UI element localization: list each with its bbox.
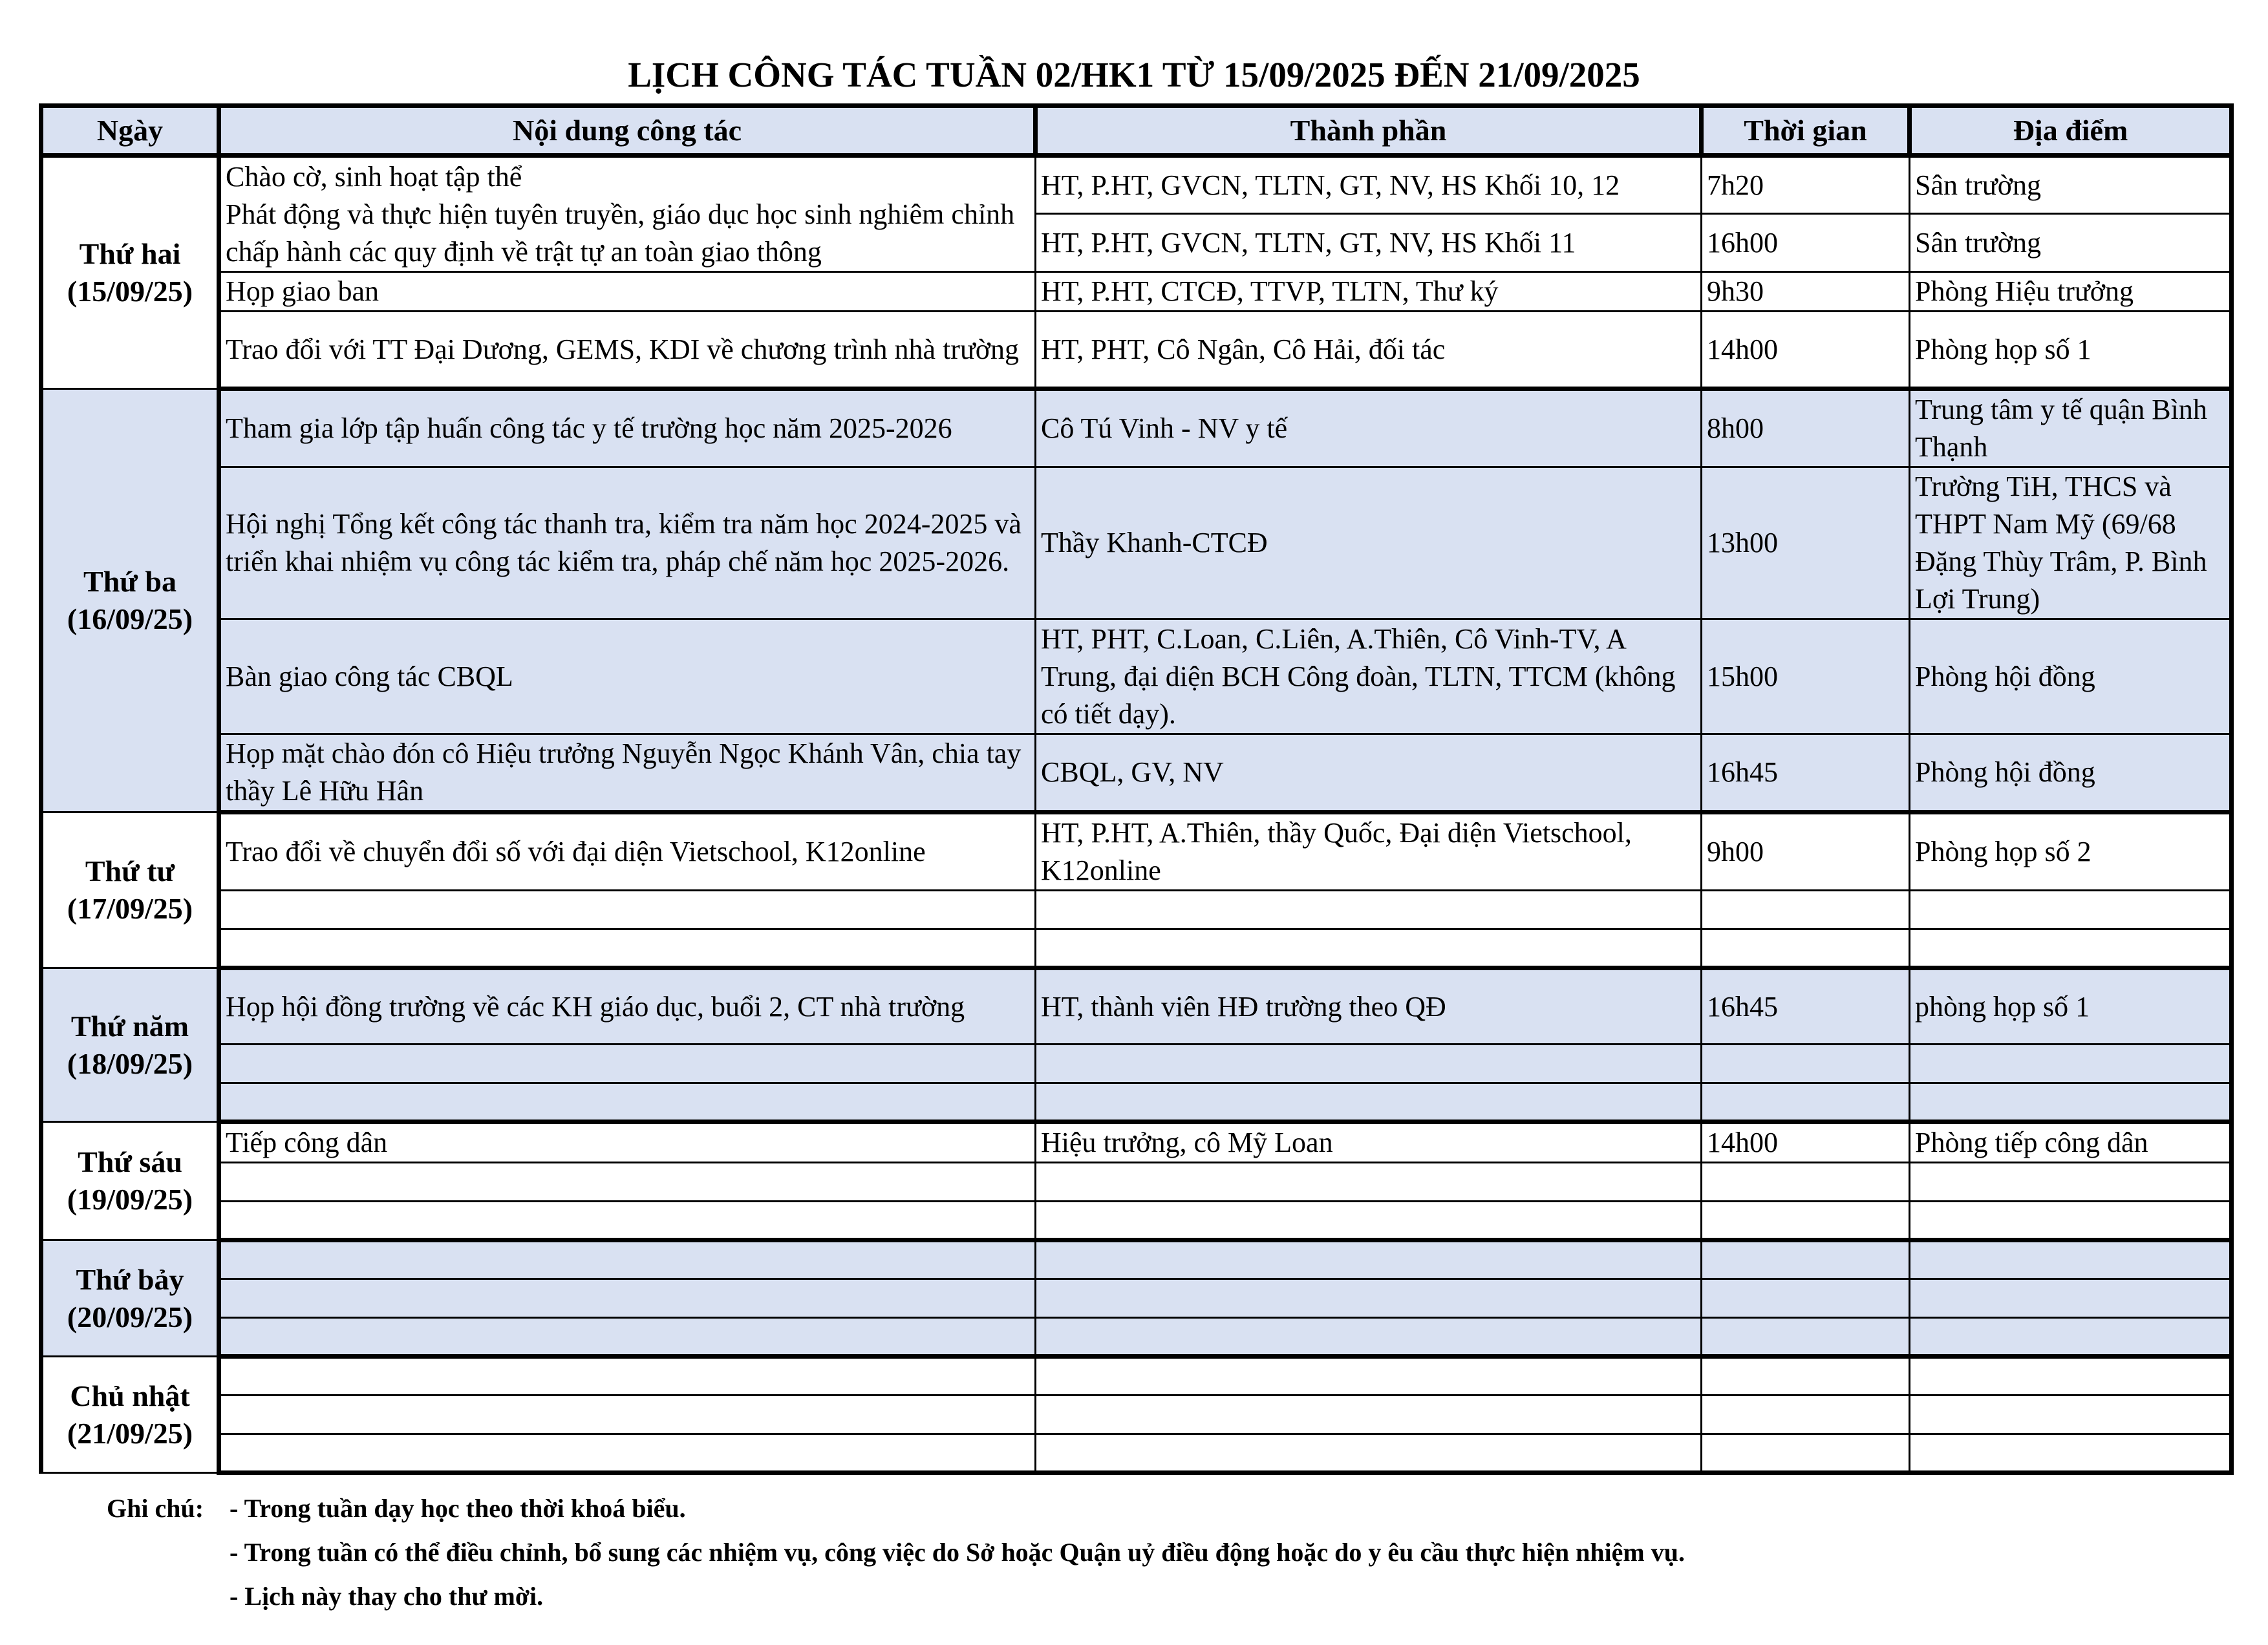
participants-cell bbox=[1036, 1202, 1702, 1240]
content-cell: Trao đổi với TT Đại Dương, GEMS, KDI về chương trình nhà trường bbox=[219, 312, 1036, 389]
place-cell: Phòng Hiệu trưởng bbox=[1910, 272, 2232, 312]
time-cell: 13h00 bbox=[1702, 467, 1910, 619]
place-cell: Trường TiH, THCS và THPT Nam Mỹ (69/68 Đặng Thùy Trâm, P. Bình Lợi Trung) bbox=[1910, 467, 2232, 619]
place-cell bbox=[1910, 891, 2232, 929]
participants-cell: HT, P.HT, GVCN, TLTN, GT, NV, HS Khối 11 bbox=[1036, 214, 1702, 272]
table-row bbox=[41, 156, 2232, 214]
time-cell: 15h00 bbox=[1702, 619, 1910, 734]
day-date: (18/09/25) bbox=[67, 1046, 193, 1080]
time-cell bbox=[1702, 1045, 1910, 1083]
day-date: (20/09/25) bbox=[67, 1300, 193, 1333]
notes-label: Ghi chú: bbox=[107, 1494, 204, 1523]
content-cell: Hội nghị Tổng kết công tác thanh tra, kiểm tra năm học 2024-2025 và triển khai nhiệm vụ công tác kiểm tra, pháp chế năm học 2025-2026. bbox=[219, 467, 1036, 619]
table-row bbox=[41, 968, 2232, 1045]
day-group-tuesday bbox=[41, 389, 2232, 812]
content-cell: Bàn giao công tác CBQL bbox=[219, 619, 1036, 734]
table-row bbox=[41, 1318, 2232, 1357]
time-cell bbox=[1702, 1434, 1910, 1473]
table-row bbox=[41, 467, 2232, 619]
time-cell bbox=[1702, 1318, 1910, 1357]
time-cell bbox=[1702, 1083, 1910, 1122]
note-line: - Trong tuần có thể điều chỉnh, bổ sung các nhiệm vụ, công việc do Sở hoặc Quận uỷ điều động hoặc do y êu cầu thực hiện nhiệm vụ. bbox=[230, 1538, 1685, 1567]
participants-cell bbox=[1036, 1434, 1702, 1473]
content-cell bbox=[219, 891, 1036, 929]
participants-cell bbox=[1036, 891, 1702, 929]
day-name: Chủ nhật bbox=[70, 1379, 190, 1412]
note-line: - Trong tuần dạy học theo thời khoá biểu. bbox=[230, 1494, 686, 1523]
time-cell: 16h00 bbox=[1702, 214, 1910, 272]
note-line: - Lịch này thay cho thư mời. bbox=[230, 1582, 544, 1611]
page-title: LỊCH CÔNG TÁC TUẦN 02/HK1 TỪ 15/09/2025 ĐẾN 21/09/2025 bbox=[628, 55, 1640, 94]
time-cell bbox=[1702, 1240, 1910, 1279]
participants-cell bbox=[1036, 929, 1702, 968]
time-cell: 7h20 bbox=[1702, 156, 1910, 214]
place-cell: Phòng họp số 2 bbox=[1910, 812, 2232, 891]
participants-cell: HT, thành viên HĐ trường theo QĐ bbox=[1036, 968, 1702, 1045]
table-row bbox=[41, 312, 2232, 389]
day-cell bbox=[41, 389, 219, 812]
participants-cell: Cô Tú Vinh - NV y tế bbox=[1036, 389, 1702, 467]
table-row bbox=[41, 389, 2232, 467]
table-row bbox=[41, 1202, 2232, 1240]
header-row bbox=[41, 106, 2232, 156]
place-cell: Phòng hội đồng bbox=[1910, 734, 2232, 812]
day-name: Thứ tư bbox=[85, 854, 175, 887]
place-cell bbox=[1910, 1240, 2232, 1279]
content-cell: Chào cờ, sinh hoạt tập thể Phát động và thực hiện tuyên truyền, giáo dục học sinh nghiêm chỉnh chấp hành các quy định về trật tự an toàn giao thông bbox=[219, 156, 1036, 272]
time-cell bbox=[1702, 891, 1910, 929]
table-row bbox=[41, 1083, 2232, 1122]
day-name: Thứ năm bbox=[70, 1009, 189, 1043]
place-cell: Sân trường bbox=[1910, 156, 2232, 214]
col-header-place: Địa điểm bbox=[1910, 106, 2232, 156]
time-cell: 8h00 bbox=[1702, 389, 1910, 467]
time-cell bbox=[1702, 1279, 1910, 1318]
table-row bbox=[41, 1396, 2232, 1434]
table-row bbox=[41, 929, 2232, 968]
col-header-participants: Thành phần bbox=[1036, 106, 1702, 156]
col-header-content: Nội dung công tác bbox=[219, 106, 1036, 156]
participants-cell bbox=[1036, 1396, 1702, 1434]
content-cell bbox=[219, 1202, 1036, 1240]
day-date: (16/09/25) bbox=[67, 602, 193, 635]
participants-cell bbox=[1036, 1240, 1702, 1279]
day-date: (15/09/25) bbox=[67, 275, 193, 308]
day-name: Thứ hai bbox=[79, 237, 181, 270]
content-cell bbox=[219, 1434, 1036, 1473]
content-cell bbox=[219, 1045, 1036, 1083]
day-cell bbox=[41, 812, 219, 968]
day-cell bbox=[41, 968, 219, 1122]
day-name: Thứ ba bbox=[83, 565, 177, 598]
place-cell bbox=[1910, 1434, 2232, 1473]
participants-cell bbox=[1036, 1083, 1702, 1122]
content-cell: Họp hội đồng trường về các KH giáo dục, buổi 2, CT nhà trường bbox=[219, 968, 1036, 1045]
participants-cell bbox=[1036, 1163, 1702, 1202]
table-row bbox=[41, 619, 2232, 734]
content-cell bbox=[219, 929, 1036, 968]
table-row bbox=[41, 1045, 2232, 1083]
table-row bbox=[41, 1163, 2232, 1202]
content-cell bbox=[219, 1357, 1036, 1396]
day-cell bbox=[41, 1122, 219, 1240]
day-date: (17/09/25) bbox=[67, 892, 193, 925]
time-cell bbox=[1702, 1357, 1910, 1396]
content-cell bbox=[219, 1318, 1036, 1357]
place-cell bbox=[1910, 929, 2232, 968]
content-cell bbox=[219, 1083, 1036, 1122]
content-cell bbox=[219, 1396, 1036, 1434]
table-row bbox=[41, 1279, 2232, 1318]
day-name: Thứ bảy bbox=[76, 1262, 184, 1296]
time-cell: 9h30 bbox=[1702, 272, 1910, 312]
place-cell bbox=[1910, 1045, 2232, 1083]
time-cell: 16h45 bbox=[1702, 968, 1910, 1045]
participants-cell: Hiệu trưởng, cô Mỹ Loan bbox=[1036, 1122, 1702, 1163]
table-row bbox=[41, 1434, 2232, 1473]
content-cell bbox=[219, 1240, 1036, 1279]
participants-cell: HT, P.HT, CTCĐ, TTVP, TLTN, Thư ký bbox=[1036, 272, 1702, 312]
table-row bbox=[41, 1240, 2232, 1279]
participants-cell bbox=[1036, 1279, 1702, 1318]
table-row bbox=[41, 812, 2232, 891]
place-cell: Trung tâm y tế quận Bình Thạnh bbox=[1910, 389, 2232, 467]
day-group-thursday bbox=[41, 968, 2232, 1122]
place-cell bbox=[1910, 1279, 2232, 1318]
content-cell: Trao đổi về chuyển đổi số với đại diện Vietschool, K12online bbox=[219, 812, 1036, 891]
table-row bbox=[41, 734, 2232, 812]
time-cell bbox=[1702, 929, 1910, 968]
table-row bbox=[41, 1122, 2232, 1163]
content-cell: Họp giao ban bbox=[219, 272, 1036, 312]
day-group-sunday bbox=[41, 1357, 2232, 1473]
participants-cell: HT, PHT, C.Loan, C.Liên, A.Thiên, Cô Vinh-TV, A Trung, đại diện BCH Công đoàn, TLTN, TTCM (không có tiết dạy). bbox=[1036, 619, 1702, 734]
day-group-monday bbox=[41, 156, 2232, 389]
table-row bbox=[41, 272, 2232, 312]
content-cell bbox=[219, 1279, 1036, 1318]
col-header-time: Thời gian bbox=[1702, 106, 1910, 156]
day-name: Thứ sáu bbox=[78, 1145, 182, 1178]
time-cell: 14h00 bbox=[1702, 1122, 1910, 1163]
content-cell: Tham gia lớp tập huấn công tác y tế trường học năm 2025-2026 bbox=[219, 389, 1036, 467]
place-cell: Phòng hội đồng bbox=[1910, 619, 2232, 734]
place-cell: phòng họp số 1 bbox=[1910, 968, 2232, 1045]
participants-cell: Thầy Khanh-CTCĐ bbox=[1036, 467, 1702, 619]
day-group-friday bbox=[41, 1122, 2232, 1240]
participants-cell: HT, P.HT, GVCN, TLTN, GT, NV, HS Khối 10, 12 bbox=[1036, 156, 1702, 214]
place-cell: Phòng tiếp công dân bbox=[1910, 1122, 2232, 1163]
place-cell bbox=[1910, 1357, 2232, 1396]
time-cell: 9h00 bbox=[1702, 812, 1910, 891]
schedule-table bbox=[39, 103, 2234, 1475]
day-cell bbox=[41, 156, 219, 389]
participants-cell: CBQL, GV, NV bbox=[1036, 734, 1702, 812]
day-cell bbox=[41, 1240, 219, 1357]
day-group-saturday bbox=[41, 1240, 2232, 1357]
time-cell bbox=[1702, 1396, 1910, 1434]
day-group-wednesday bbox=[41, 812, 2232, 968]
place-cell bbox=[1910, 1396, 2232, 1434]
participants-cell bbox=[1036, 1045, 1702, 1083]
content-cell bbox=[219, 1163, 1036, 1202]
time-cell: 14h00 bbox=[1702, 312, 1910, 389]
day-date: (19/09/25) bbox=[67, 1183, 193, 1216]
place-cell: Sân trường bbox=[1910, 214, 2232, 272]
table-row bbox=[41, 1357, 2232, 1396]
day-date: (21/09/25) bbox=[67, 1416, 193, 1450]
day-cell bbox=[41, 1357, 219, 1473]
place-cell bbox=[1910, 1083, 2232, 1122]
place-cell: Phòng họp số 1 bbox=[1910, 312, 2232, 389]
time-cell bbox=[1702, 1202, 1910, 1240]
participants-cell bbox=[1036, 1357, 1702, 1396]
place-cell bbox=[1910, 1318, 2232, 1357]
content-cell: Họp mặt chào đón cô Hiệu trưởng Nguyễn Ngọc Khánh Vân, chia tay thầy Lê Hữu Hân bbox=[219, 734, 1036, 812]
participants-cell: HT, P.HT, A.Thiên, thầy Quốc, Đại diện Vietschool, K12online bbox=[1036, 812, 1702, 891]
table-row bbox=[41, 891, 2232, 929]
notes-lines bbox=[230, 1487, 2169, 1618]
time-cell: 16h45 bbox=[1702, 734, 1910, 812]
time-cell bbox=[1702, 1163, 1910, 1202]
col-header-day: Ngày bbox=[41, 106, 219, 156]
place-cell bbox=[1910, 1163, 2232, 1202]
place-cell bbox=[1910, 1202, 2232, 1240]
content-cell: Tiếp công dân bbox=[219, 1122, 1036, 1163]
participants-cell: HT, PHT, Cô Ngân, Cô Hải, đối tác bbox=[1036, 312, 1702, 389]
participants-cell bbox=[1036, 1318, 1702, 1357]
